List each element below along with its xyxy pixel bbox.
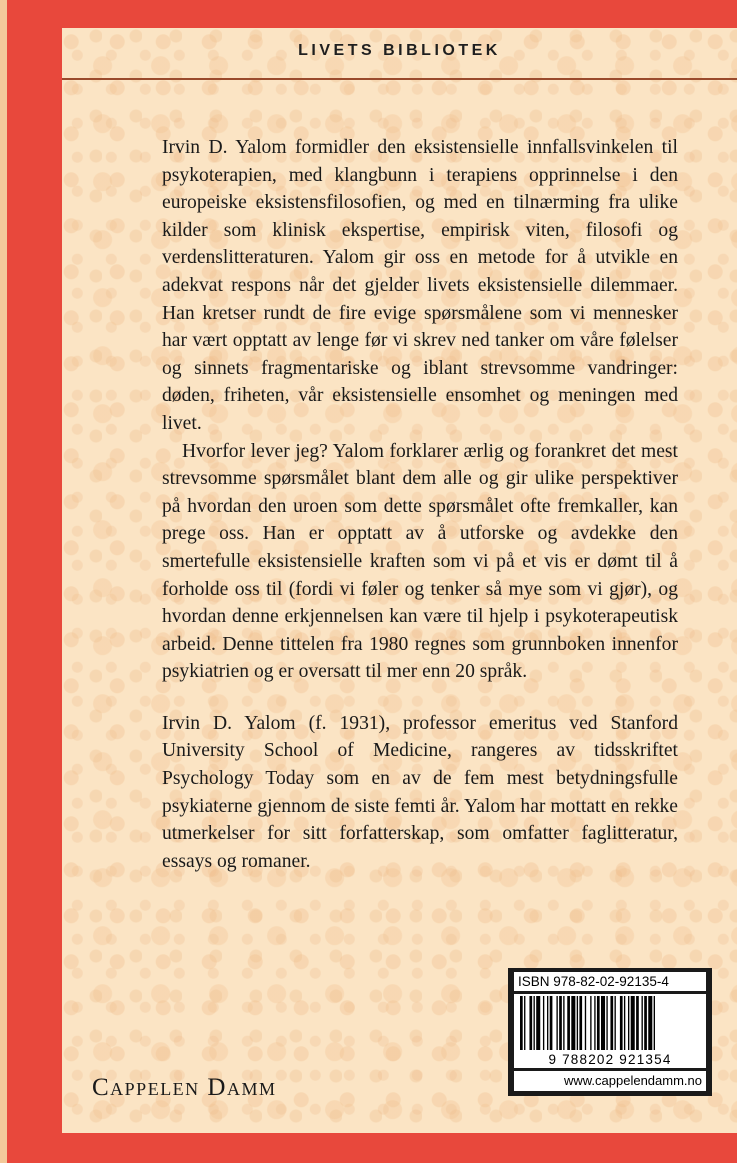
publisher-logo: Cappelen Damm [92,1074,277,1101]
barcode-block [508,968,712,1096]
publisher-url: www.cappelendamm.no [514,1071,706,1091]
back-cover-panel [62,28,737,1133]
barcode-digits: 9 788202 921354 [548,1052,672,1067]
left-edge-stripe [0,0,7,1163]
blurb-paragraph-1: Irvin D. Yalom formidler den eksistensielle innfallsvinkelen til psykoterapien, med klangbunn i terapiens opprinnelse i den europeiske eksistensfilosofien, og med en tilnærming fra ulike kilder som klinisk ekspertise, empirisk viten, filosofi og verdenslitteraturen. Yalom gir oss en metode for å utvikle en adekvat respons når det gjelder livets eksistensielle dilemmaer. Han kretser rundt de fire evige spørsmålene som vi mennesker har vært opptatt av lenge før vi skrev ned tanker om våre følelser og sinnets fragmentariske og iblant strevsomme vandringer: døden, friheten, vår eksistensielle ensomhet og meningen med livet. [162,137,678,434]
series-title: LIVETS BIBLIOTEK [298,42,501,59]
blurb-paragraph-2: Hvorfor lever jeg? Yalom forklarer ærlig og forankret det mest strevsomme spørsmålet blant dem alle og gir ulike perspektiver på hvordan den uroen som dette spørsmålet ofte fremkaller, kan prege oss. Han er opptatt av å utforske og avdekke den smertefulle eksistensielle kraften som vi på et vis er dømt til å forholde oss til (fordi vi føler og tenker så mye som vi gjør), og hvordan denne erkjennelsen kan være til hjelp i psykoterapeutisk arbeid. Denne tittelen fra 1980 regnes som grunnboken innenfor psykiatrien og er oversatt til mer enn 20 språk. [162,440,678,683]
blurb-text [162,134,678,875]
barcode [514,994,706,1068]
barcode-bars-icon [514,994,706,1052]
series-header [62,28,737,80]
author-bio: Irvin D. Yalom (f. 1931), professor emeritus ved Stanford University School of Medicine, rangeres av tidsskriftet Psychology Today som en av de fem mest betydningsfulle psykiaterne gjennom de siste femti år. Yalom har mottatt en rekke utmerkelser for sitt forfatterskap, som omfatter faglitteratur, essays og romaner. [162,712,678,872]
isbn-label: ISBN 978-82-02-92135-4 [514,972,706,991]
